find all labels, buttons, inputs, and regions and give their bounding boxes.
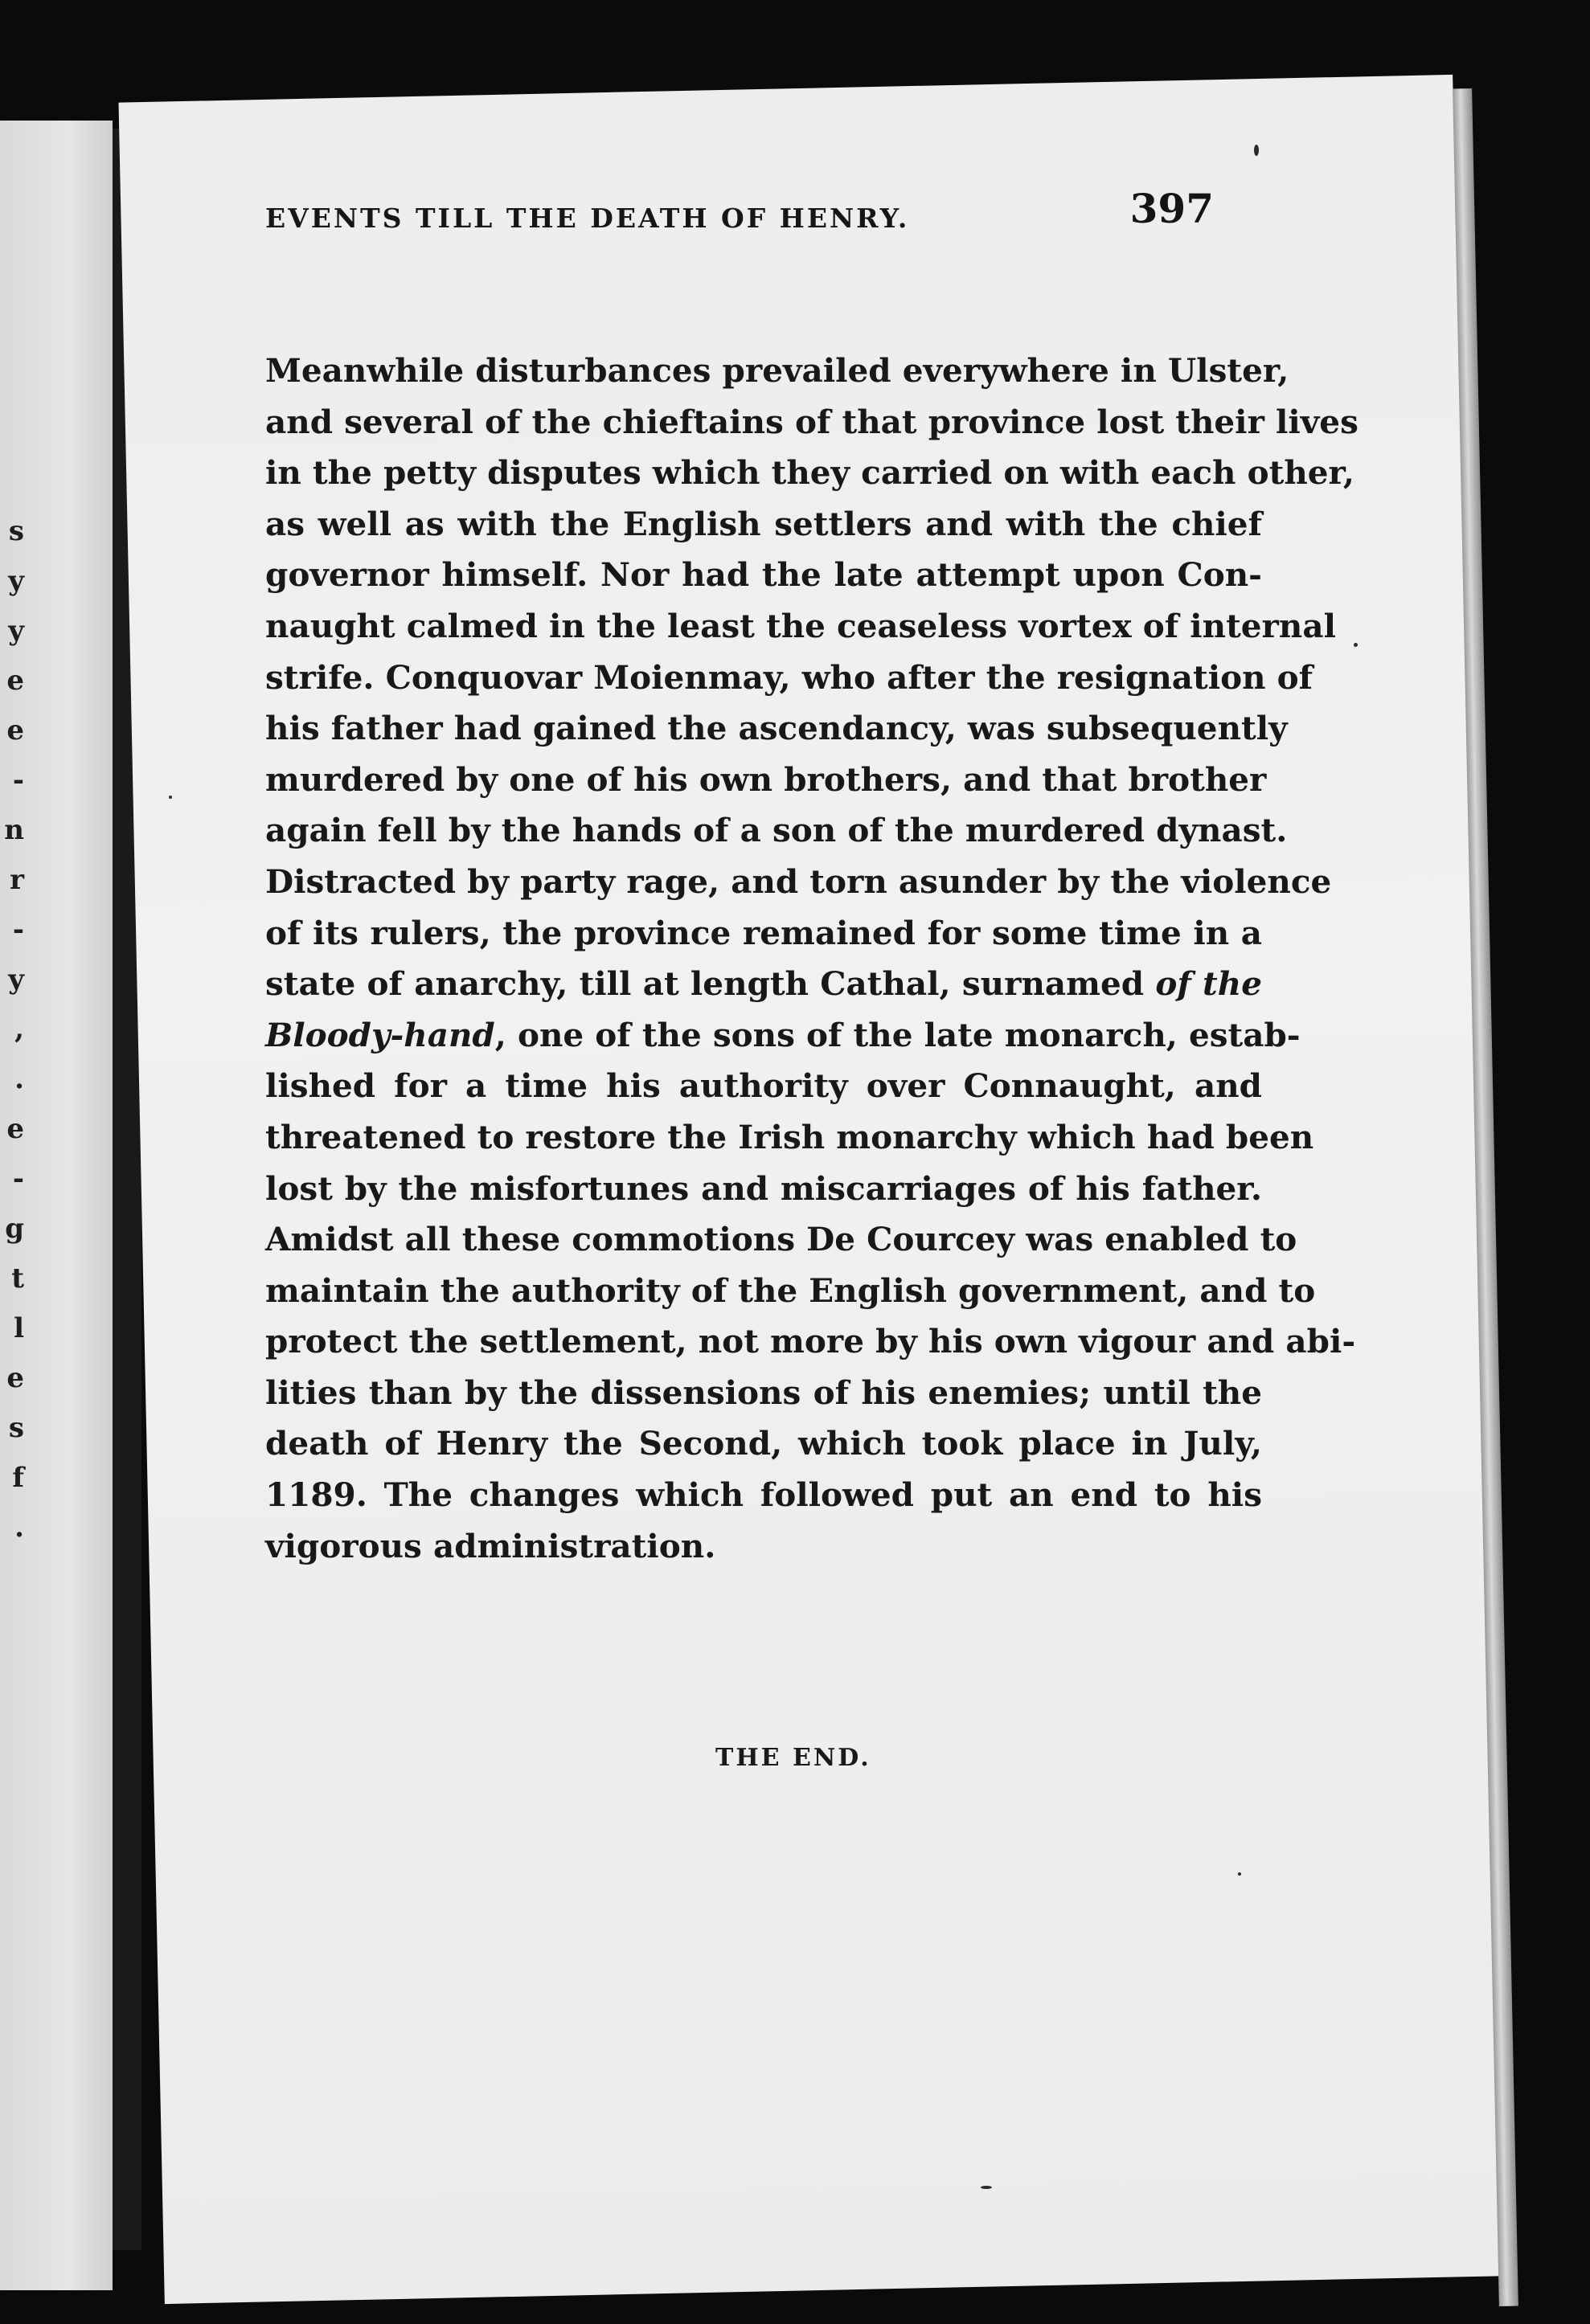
fragment: s <box>8 1412 24 1444</box>
text-line: lished for a time his authority over Connaught, and <box>265 1066 1262 1106</box>
text-line: naught calmed in the least the ceaseless vortex of internal <box>265 606 1336 645</box>
fragment: - <box>12 764 24 796</box>
text-line: governor himself. Nor had the late attempt upon Con- <box>265 555 1262 595</box>
text-line <box>265 959 1262 1010</box>
fragment: y <box>8 565 24 597</box>
fragment: e <box>6 1113 24 1145</box>
scan-speck <box>1354 643 1358 647</box>
the-end-label: THE END. <box>715 1744 871 1772</box>
text-line: maintain the authority of the English government, and to <box>265 1270 1316 1310</box>
text-line: vigorous administration. <box>265 1526 716 1565</box>
text-line: 1189. The changes which followed put an end to his <box>265 1475 1262 1515</box>
fragment: , <box>14 1013 24 1045</box>
text-line: of its rulers, the province remained for some time in a <box>265 913 1262 952</box>
fragment: y <box>8 964 24 996</box>
fragment: t <box>11 1262 24 1295</box>
text-line: Meanwhile disturbances prevailed everywhere in Ulster, <box>265 351 1289 390</box>
fragment: y <box>8 615 24 647</box>
scan-speck <box>1238 1872 1241 1876</box>
text-line: protect the settlement, not more by his own vigour and abi- <box>265 1322 1356 1361</box>
fragment: - <box>12 914 24 946</box>
text-line: and several of the chieftains of that province lost their lives <box>265 402 1358 441</box>
text-line: again fell by the hands of a son of the murdered dynast. <box>265 811 1288 850</box>
page-number: 397 <box>1129 185 1214 232</box>
text-line: his father had gained the ascendancy, was subsequently <box>265 709 1288 748</box>
text-line: lities than by the dissensions of his enemies; until the <box>265 1373 1262 1412</box>
fragment: s <box>8 515 24 547</box>
fragment: n <box>4 814 24 846</box>
text-line: as well as with the English settlers and with the chief <box>265 504 1262 543</box>
fragment: e <box>6 665 24 697</box>
text-line: death of Henry the Second, which took place in July, <box>265 1424 1262 1463</box>
fragment: g <box>5 1213 24 1245</box>
scan-speck <box>1254 145 1259 156</box>
text-line: lost by the misfortunes and miscarriages of his father. <box>265 1168 1262 1208</box>
text-run: state of anarchy, till at length Cathal, surnamed <box>265 964 1156 1004</box>
italic-run: of the <box>1155 964 1262 1004</box>
text-line <box>265 1010 1301 1062</box>
text-line: threatened to restore the Irish monarchy which had been <box>265 1117 1314 1156</box>
page-header <box>265 185 1230 257</box>
running-head: EVENTS TILL THE DEATH OF HENRY. <box>265 203 910 234</box>
scan-speck <box>169 796 172 799</box>
text-line: Distracted by party rage, and torn asunder by the violence <box>265 861 1332 901</box>
text-line: in the petty disputes which they carried on with each other, <box>265 453 1355 493</box>
text-line: Amidst all these commotions De Courcey was enabled to <box>265 1220 1297 1259</box>
fragment: . <box>14 1512 24 1544</box>
fragment: . <box>14 1063 24 1095</box>
adjacent-page-fragments <box>0 506 24 1553</box>
body-paragraph <box>265 346 1358 1572</box>
adjacent-page-strip <box>0 121 113 2290</box>
text-line: strife. Conquovar Moienmay, who after the resignation of <box>265 657 1313 697</box>
scan-speck <box>981 2186 992 2189</box>
fragment: f <box>12 1462 24 1494</box>
fragment: - <box>12 1163 24 1195</box>
fragment: r <box>10 864 24 896</box>
fragment: l <box>14 1312 24 1344</box>
text-line: murdered by one of his own brothers, and that brother <box>265 759 1267 799</box>
text-run: , one of the sons of the late monarch, estab- <box>494 1015 1301 1054</box>
italic-run: Bloody-hand <box>265 1015 495 1054</box>
fragment: e <box>6 1362 24 1394</box>
fragment: e <box>6 714 24 747</box>
